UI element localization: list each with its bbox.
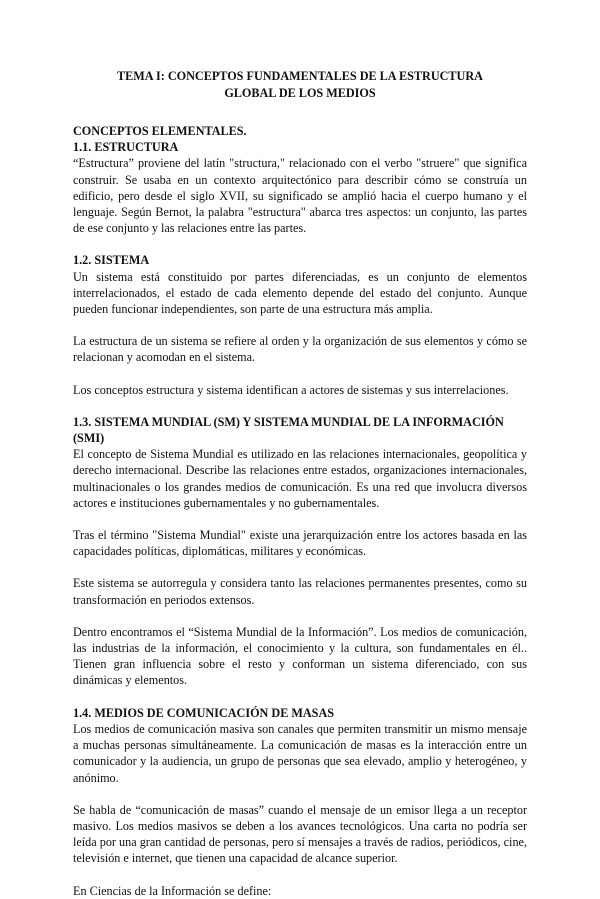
paragraph-sistema-3: Los conceptos estructura y sistema identifican a actores de sistemas y sus interrelaciones. xyxy=(73,382,509,397)
paragraph-sm-4: Dentro encontramos el “Sistema Mundial de la Información”. Los medios de comunicación, las industrias de la información, el conocimiento y la cultura, son fundamentales en él.. Tienen gran influencia sobre el resto y conforman un sistema diferenciado, con sus dinámicas y elementos. xyxy=(73,624,527,688)
heading-sistema: 1.2. SISTEMA xyxy=(73,253,150,268)
paragraph-medios-2: Se habla de “comunicación de masas” cuando el mensaje de un emisor llega a un receptor masivo. Los medios masivos se deben a los avances tecnológicos. Una carta no podría ser leída por una gran cantidad de personas, pero sí mensajes a través de radios, periódicos, cine, televisión e internet, que tienen una capacidad de alcance superior. xyxy=(73,802,527,866)
paragraph-medios-3: En Ciencias de la Información se define: xyxy=(73,883,272,898)
paragraph-sistema-1: Un sistema está constituido por partes diferenciadas, es un conjunto de elementos interrelacionados, el estado de cada elemento depende del estado del conjunto. Aunque pueden funcionar independientes, son parte de una estructura más amplia. xyxy=(73,269,527,317)
document-title: TEMA I: CONCEPTOS FUNDAMENTALES DE LA ESTRUCTURA GLOBAL DE LOS MEDIOS xyxy=(117,69,483,100)
paragraph-sm-3: Este sistema se autorregula y considera tanto las relaciones permanentes presentes, como su transformación en periodos extensos. xyxy=(73,576,527,607)
paragraph-sm-1: El concepto de Sistema Mundial es utilizado en las relaciones internacionales, geopolítica y derecho internacional. Describe las relaciones entre estados, organizaciones internacionales, multinacionales o los grandes medios de comunicación. Es una red que involucra diversos actores e instituciones gubernamentales y no gubernamentales. xyxy=(73,447,527,510)
heading-sistema-mundial: 1.3. SISTEMA MUNDIAL (SM) Y SISTEMA MUNDIAL DE LA INFORMACIÓN (SMI) xyxy=(73,414,504,446)
paragraph-sm-2: Tras el término "Sistema Mundial" existe una jerarquización entre los actores basada en las capacidades políticas, diplomáticas, militares y económicas. xyxy=(73,528,527,559)
paragraph-estructura: “Estructura” proviene del latín "structura," relacionado con el verbo "struere" que significa construir. Se usaba en un contexto arquitectónico para describir cómo se construía un edificio, pero desde el siglo XVII, su significado se amplió hacia el cuerpo humano y el lenguaje. Según Bernot, la palabra "estructura" abarca tres aspectos: un conjunto, las partes de ese conjunto y las relaciones entre las partes. xyxy=(73,156,527,236)
heading-medios-masas: 1.4. MEDIOS DE COMUNICACIÓN DE MASAS xyxy=(73,705,335,720)
heading-estructura: 1.1. ESTRUCTURA xyxy=(73,140,179,155)
paragraph-sistema-2: La estructura de un sistema se refiere al orden y la organización de sus elementos y cómo se relacionan y acomodan en el sistema. xyxy=(73,334,527,365)
section-heading: CONCEPTOS ELEMENTALES. xyxy=(73,124,247,138)
paragraph-medios-1: Los medios de comunicación masiva son canales que permiten transmitir un mismo mensaje a muchas personas simultáneamente. La comunicación de masas es la interacción entre un comunicador y la audiencia, un grupo de personas que sea elevado, amplio y heterogéneo, y anónimo. xyxy=(73,721,527,785)
